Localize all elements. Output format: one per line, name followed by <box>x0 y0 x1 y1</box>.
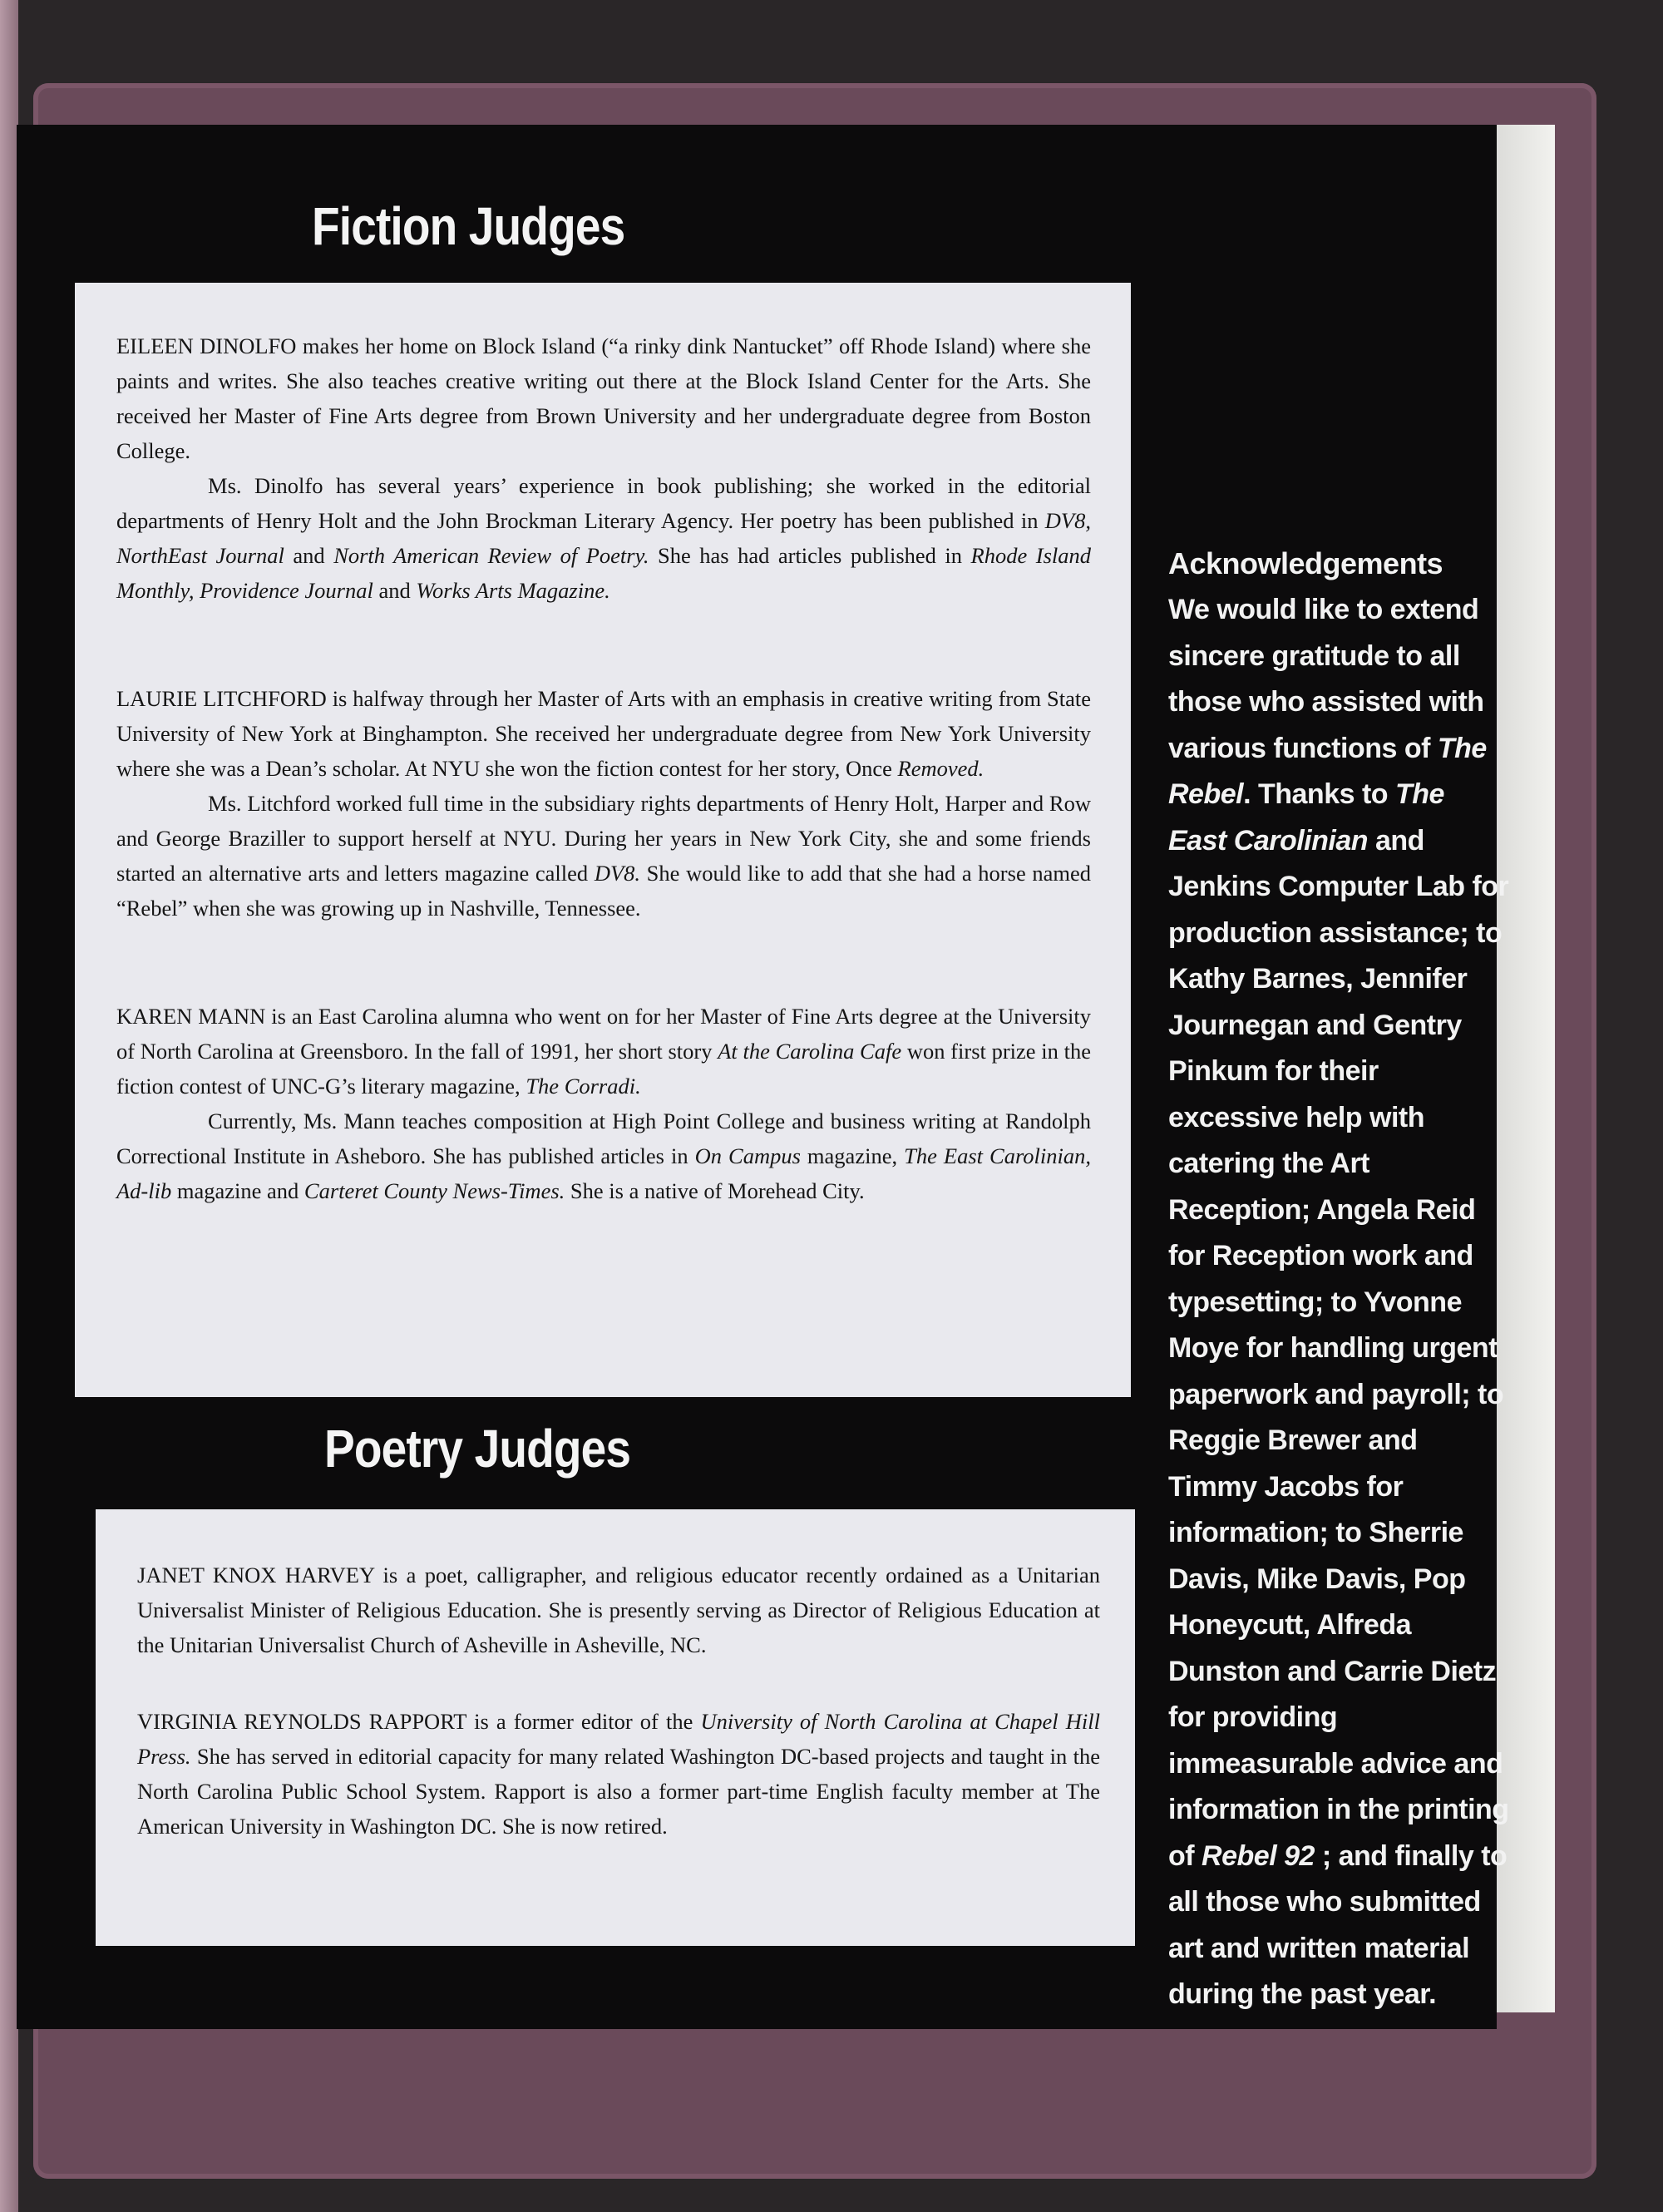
bio-paragraph <box>116 1104 1091 1208</box>
poetry-judges-heading: Poetry Judges <box>324 1419 631 1479</box>
bio-paragraph <box>116 328 1091 468</box>
bio-text: LAURIE LITCHFORD is halfway through her Master of Arts with an emphasis in creative writing from State University of New York at Binghampton. She received her undergraduate degree from New York University where she was a Dean’s scholar. At NYU she won the fiction contest for her story, Once <box>116 686 1091 781</box>
acknowledgements-text: We would like to extend sincere gratitude to all those who assisted with various functions of <box>1168 594 1484 764</box>
bio-text: She has had articles published in <box>649 543 971 568</box>
bio-paragraph <box>137 1704 1100 1844</box>
bio-text: magazine, <box>800 1143 905 1168</box>
spacer <box>137 1662 1100 1704</box>
publication-title: DV8. <box>594 861 641 886</box>
bio-text: EILEEN DINOLFO makes her home on Block Island (“a rinky dink Nantucket” off Rhode Island) where she paints and writes. She also teaches creative writing out there at the Block Island Center for the Arts. She received her Master of Fine Arts degree from Brown University and her undergraduate degree from Boston College. <box>116 333 1091 463</box>
publication-title: The Corradi. <box>526 1074 641 1099</box>
bio-text: and <box>373 578 417 603</box>
publication-title: Carteret County News-Times. <box>303 1178 565 1203</box>
acknowledgements <box>1168 541 1509 2018</box>
bio-paragraph <box>116 681 1091 786</box>
bio-text: KAREN MANN is an East Carolina alumna who went on for her Master of Fine Arts degree at the University of North Carolina at Greensboro. In the fall of 1991, her short story <box>116 1004 1091 1064</box>
publication-title: Rebel 92 <box>1202 1839 1315 1872</box>
publication-title: The East Carolinian <box>1168 778 1444 857</box>
bio-paragraph <box>116 468 1091 608</box>
spacer <box>116 608 1091 681</box>
acknowledgements-text: . Thanks to <box>1243 778 1396 810</box>
publication-title: North American Review of Poetry. <box>333 543 649 568</box>
bio-text: JANET KNOX HARVEY is a poet, calligrapher, and religious educator recently ordained as a Unitarian Universalist Minister of Religious Education. She is presently serving as Director of Religious Education at the Unitarian Universalist Church of Asheville in Asheville, NC. <box>137 1563 1100 1657</box>
bio-paragraph <box>116 786 1091 926</box>
spacer <box>116 926 1091 999</box>
fiction-judges-box <box>75 283 1131 1397</box>
publication-title: The Rebel <box>1168 732 1487 810</box>
bio-text: Ms. Litchford worked full time in the subsidiary rights departments of Henry Holt, Harper and Row and George Braziller to support herself at NYU. During her years in New York City, she and some friends started an alternative arts and letters magazine called <box>116 791 1091 886</box>
binder-edge-left <box>0 0 18 2212</box>
bio-text: She would like to add that she had a horse named “Rebel” when she was growing up in Nashville, Tennessee. <box>116 861 1092 921</box>
acknowledgements-title: Acknowledgements <box>1168 546 1443 580</box>
judge-bio-litchford <box>116 681 1091 926</box>
page <box>17 125 1509 2029</box>
acknowledgements-text: and Jenkins Computer Lab for production assistance; to Kathy Barnes, Jennifer Journegan and Gentry Pinkum for their excessive help with catering the Art Reception; Angela Reid for Reception work and typesetting; to Yvonne Moye for handling urgent paperwork and payroll; to Reggie Brewer and Timmy Jacobs for information; to Sherrie Davis, Mike Davis, Pop Honeycutt, Alfreda Dunston and Carrie Dietz for providing immeasurable advice and information in the printing of <box>1168 824 1509 1872</box>
bio-paragraph <box>137 1558 1100 1662</box>
publication-title: University of North Carolina at Chapel Hill Press. <box>137 1709 1100 1769</box>
story-title: At the Carolina Cafe <box>718 1039 902 1064</box>
publication-title: Rhode Island Monthly, Providence Journal <box>116 543 1091 603</box>
publication-title: The East Carolinian, Ad-lib <box>116 1143 1091 1203</box>
bio-paragraph <box>116 999 1091 1104</box>
bio-text: She is a native of Morehead City. <box>565 1178 865 1203</box>
bio-text: VIRGINIA REYNOLDS RAPPORT is a former editor of the <box>137 1709 701 1734</box>
bio-text: and <box>284 543 334 568</box>
bio-text: won first prize in the fiction contest of UNC-G’s literary magazine, <box>116 1039 1091 1099</box>
acknowledgements-text: ; and finally to all those who submitted art and written material during the past year. <box>1168 1839 1508 2010</box>
bio-text: She has served in editorial capacity for many related Washington DC-based projects and taught in the North Carolina Public School System. Rapport is also a former part-time English faculty member at The American University in Washington DC. She is now retired. <box>137 1744 1100 1839</box>
judge-bio-harvey <box>137 1558 1100 1662</box>
story-title: Removed. <box>897 756 984 781</box>
publication-title: On Campus <box>694 1143 801 1168</box>
judge-bio-dinolfo <box>116 328 1091 608</box>
bio-text: Ms. Dinolfo has several years’ experience in book publishing; she worked in the editorial departments of Henry Holt and the John Brockman Literary Agency. Her poetry has been published in <box>116 473 1091 533</box>
bio-text: magazine and <box>171 1178 304 1203</box>
fiction-judges-heading: Fiction Judges <box>312 196 625 256</box>
publication-title: DV8, NorthEast Journal <box>116 508 1091 568</box>
judge-bio-mann <box>116 999 1091 1208</box>
poetry-judges-box <box>96 1509 1135 1946</box>
judge-bio-rapport <box>137 1704 1100 1844</box>
publication-title: Works Arts Magazine. <box>416 578 610 603</box>
bio-text: Currently, Ms. Mann teaches composition at High Point College and business writing at Randolph Correctional Institute in Asheboro. She has published articles in <box>116 1108 1091 1168</box>
